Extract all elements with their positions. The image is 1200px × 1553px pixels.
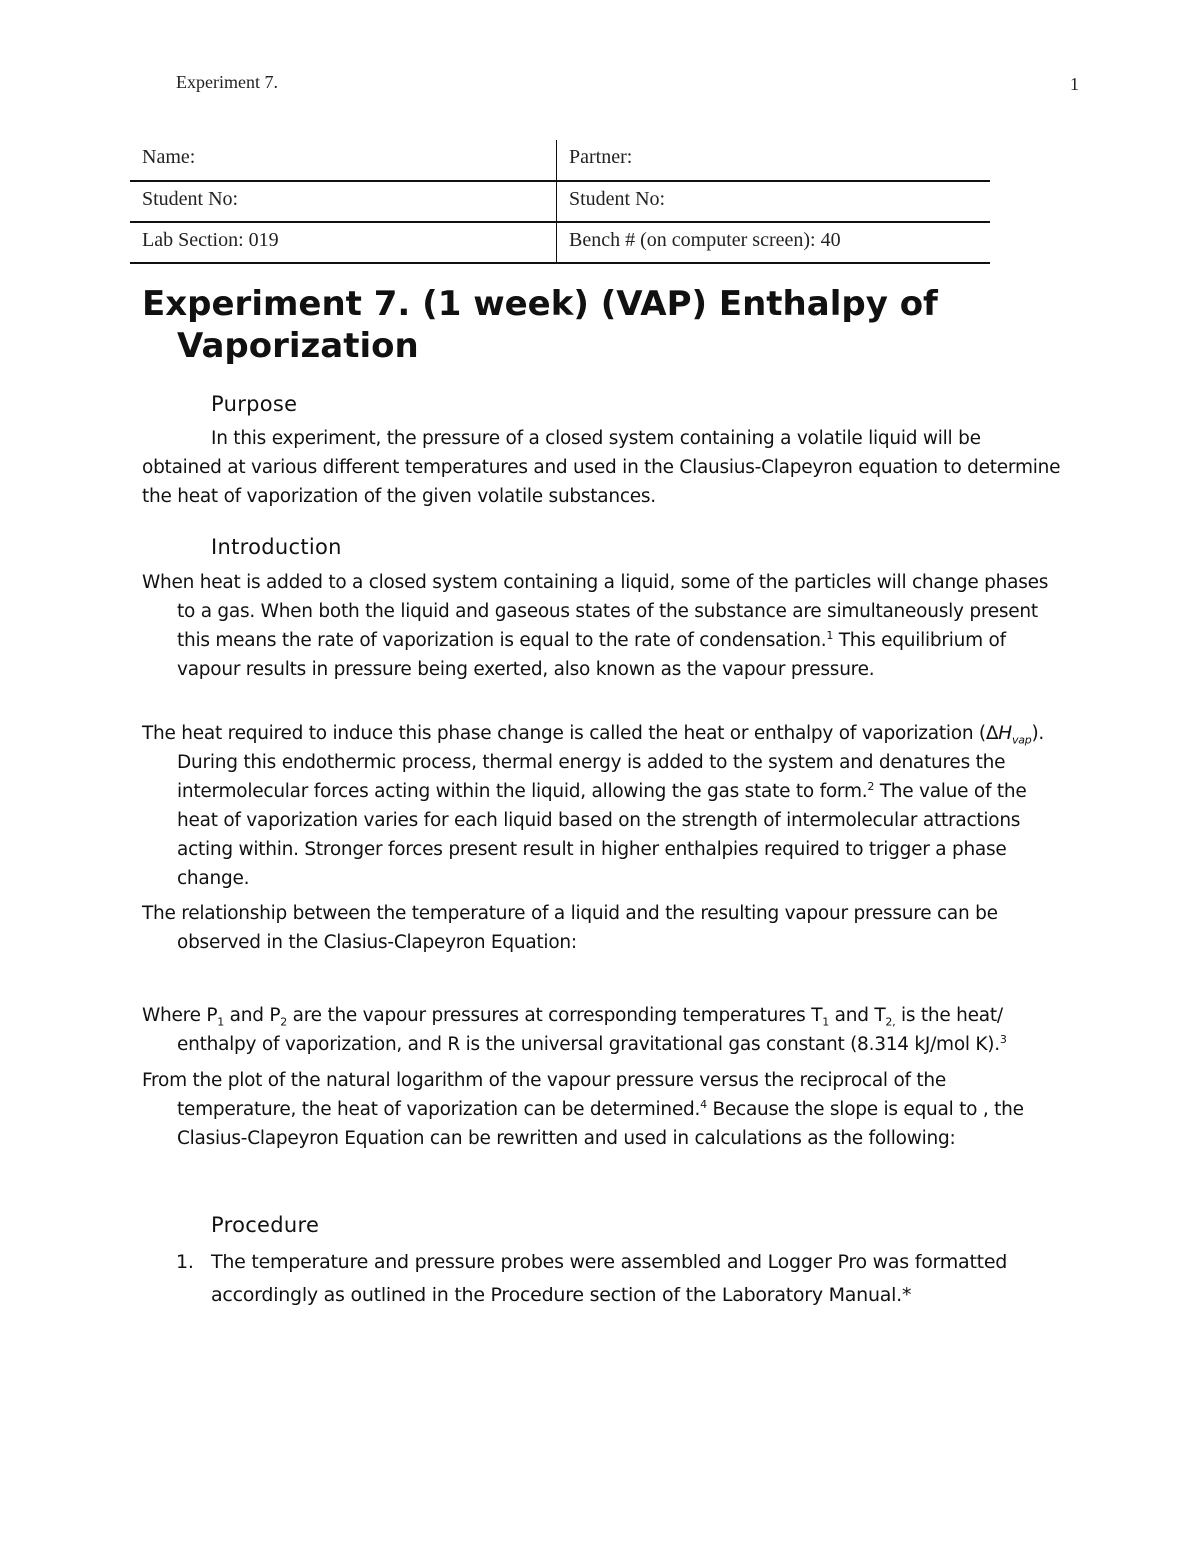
footnote-ref: 4 [700,1097,707,1111]
intro-paragraph-5 [142,1066,1062,1153]
name-field-label: Name: [130,140,557,180]
subscript: 2, [885,1015,896,1029]
list-item-number: 1. [176,1251,194,1273]
list-item-text: The temperature and pressure probes were assembled and Logger Pro was formatted accordingly as outlined in the Procedure section of the Laboratory Manual.* [211,1251,1008,1306]
table-row [130,182,990,223]
student-no-field-label: Student No: [130,182,557,221]
intro-paragraph-2 [142,719,1062,893]
delta-symbol: Δ [985,723,999,744]
footnote-ref: 2 [867,779,875,793]
intro-p4-text: are the vapour pressures at corresponding temperatures T [287,1005,823,1026]
intro-p4-text: and P [224,1005,281,1026]
student-info-table [130,140,990,264]
subscript: 2 [280,1015,288,1029]
table-row [130,140,990,182]
intro-paragraph-4 [142,1001,1062,1059]
intro-p5-text: From the plot of the natural logarithm of the vapour pressure versus the reciprocal of the temperature, the heat of vaporization can be determined. [142,1070,947,1120]
intro-p4-text: Where P [142,1005,218,1026]
subscript: 1 [217,1015,225,1029]
intro-p5-text-cont: Because the slope is equal to , the Clasius-Clapeyron Equation can be rewritten and used in calculations as the following: [177,1099,1024,1149]
enthalpy-symbol: H [998,723,1012,744]
table-row [130,223,990,264]
footnote-ref: 3 [999,1032,1007,1046]
bench-number-field: Bench # (on computer screen): 40 [569,229,841,251]
procedure-list [142,1246,1062,1312]
purpose-heading: Purpose [211,392,298,416]
intro-p1-text-cont: This equilibrium of vapour results in pressure being exerted, also known as the vapour pressure. [177,630,1006,680]
list-item [142,1246,1062,1312]
running-header-title: Experiment 7. [176,72,278,92]
intro-paragraph-1 [142,568,1062,684]
intro-p2-text-cont: ). During this endothermic process, thermal energy is added to the system and denatures the intermolecular forces acting within the liquid, allowing the gas state to form. [177,723,1045,802]
subscript: 1 [822,1015,830,1029]
intro-paragraph-3: The relationship between the temperature of a liquid and the resulting vapour pressure can be observed in the Clasius-Clapeyron Equation: [142,903,998,953]
intro-p4-text: is the heat/ enthalpy of vaporization, and R is the universal gravitational gas constant (8.314 kJ/mol K). [177,1005,1003,1055]
introduction-heading: Introduction [211,535,342,559]
page-number: 1 [1070,74,1079,94]
footnote-ref: 1 [826,628,834,642]
vap-subscript: vap [1011,733,1032,747]
procedure-heading: Procedure [211,1213,320,1237]
document-title: Experiment 7. (1 week) (VAP) Enthalpy of Vaporization [142,284,938,366]
intro-p2-text-end: The value of the heat of vaporization varies for each liquid based on the strength of intermolecular attractions acting within. Stronger forces present result in higher enthalpies required to trigger a phase change. [177,781,1027,889]
lab-section-field: Lab Section: 019 [130,223,557,262]
purpose-paragraph: In this experiment, the pressure of a closed system containing a volatile liquid will be obtained at various different temperatures and used in the Clausius-Clapeyron equation to determine the heat of vaporization of the given volatile substances. [142,428,1061,507]
partner-student-no-field-label: Student No: [569,188,666,210]
intro-p4-text: and T [829,1005,886,1026]
intro-p2-text: The heat required to induce this phase change is called the heat or enthalpy of vaporization ( [142,723,986,744]
partner-field-label: Partner: [569,146,633,168]
intro-p1-text: When heat is added to a closed system containing a liquid, some of the particles will change phases to a gas. When both the liquid and gaseous states of the substance are simultaneously present this means the rate of vaporization is equal to the rate of condensation. [142,572,1049,651]
